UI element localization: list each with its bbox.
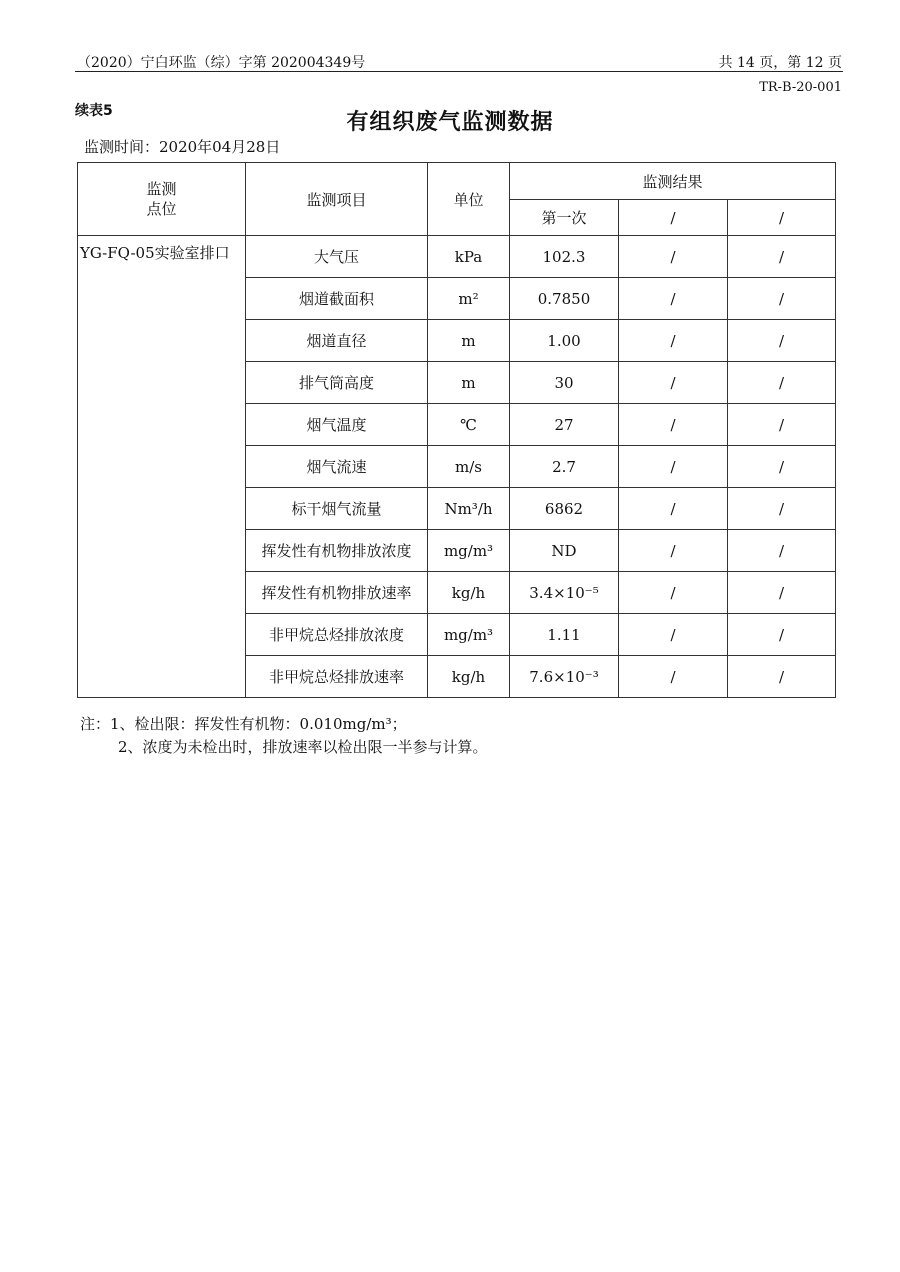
monitoring-table <box>77 162 836 698</box>
row-value-third: / <box>728 614 836 656</box>
row-value-first: 1.11 <box>510 614 619 656</box>
row-item: 排气筒高度 <box>246 362 428 404</box>
row-value-third: / <box>728 488 836 530</box>
row-value-second: / <box>619 278 728 320</box>
row-value-second: / <box>619 572 728 614</box>
header-divider <box>75 71 843 72</box>
row-unit: mg/m³ <box>428 614 510 656</box>
row-value-first: 0.7850 <box>510 278 619 320</box>
page-title: 有组织废气监测数据 <box>346 109 554 135</box>
sub-header-second: / <box>619 200 728 236</box>
row-value-second: / <box>619 236 728 278</box>
row-unit: m/s <box>428 446 510 488</box>
row-unit: m <box>428 362 510 404</box>
row-value-first: 102.3 <box>510 236 619 278</box>
row-item: 非甲烷总烃排放速率 <box>246 656 428 698</box>
row-value-third: / <box>728 446 836 488</box>
row-value-third: / <box>728 320 836 362</box>
table-row <box>78 236 836 278</box>
header-item: 监测项目 <box>246 163 428 236</box>
row-item: 烟气温度 <box>246 404 428 446</box>
row-unit: m² <box>428 278 510 320</box>
row-value-third: / <box>728 236 836 278</box>
row-value-third: / <box>728 404 836 446</box>
row-item: 挥发性有机物排放浓度 <box>246 530 428 572</box>
row-value-first: 7.6×10⁻³ <box>510 656 619 698</box>
monitor-time: 监测时间：2020年04月28日 <box>84 138 281 156</box>
row-unit: kg/h <box>428 572 510 614</box>
row-value-second: / <box>619 656 728 698</box>
row-value-first: 3.4×10⁻⁵ <box>510 572 619 614</box>
row-value-first: ND <box>510 530 619 572</box>
page-info: 共 14 页，第 12 页 <box>718 55 842 71</box>
row-unit: m <box>428 320 510 362</box>
row-value-second: / <box>619 446 728 488</box>
note-line-1: 注：1、检出限：挥发性有机物：0.010mg/m³； <box>80 715 407 733</box>
row-value-third: / <box>728 656 836 698</box>
row-value-third: / <box>728 278 836 320</box>
continuation-label: 续表5 <box>75 103 113 119</box>
row-item: 标干烟气流量 <box>246 488 428 530</box>
row-value-second: / <box>619 530 728 572</box>
note-line-2: 2、浓度为未检出时，排放速率以检出限一半参与计算。 <box>118 738 488 756</box>
row-value-third: / <box>728 572 836 614</box>
row-unit: mg/m³ <box>428 530 510 572</box>
row-value-third: / <box>728 530 836 572</box>
header-unit: 单位 <box>428 163 510 236</box>
sub-header-first: 第一次 <box>510 200 619 236</box>
row-value-first: 2.7 <box>510 446 619 488</box>
row-value-first: 30 <box>510 362 619 404</box>
row-unit: ℃ <box>428 404 510 446</box>
sub-header-third: / <box>728 200 836 236</box>
row-value-first: 6862 <box>510 488 619 530</box>
row-item: 挥发性有机物排放速率 <box>246 572 428 614</box>
row-value-first: 1.00 <box>510 320 619 362</box>
row-value-second: / <box>619 488 728 530</box>
row-value-second: / <box>619 362 728 404</box>
row-unit: kPa <box>428 236 510 278</box>
row-unit: Nm³/h <box>428 488 510 530</box>
row-value-first: 27 <box>510 404 619 446</box>
row-unit: kg/h <box>428 656 510 698</box>
monitoring-point: YG-FQ-05实验室排口 <box>78 236 246 698</box>
row-value-third: / <box>728 362 836 404</box>
header-point: 监测 点位 <box>78 163 246 236</box>
row-item: 非甲烷总烃排放浓度 <box>246 614 428 656</box>
header-result: 监测结果 <box>510 163 836 200</box>
row-item: 烟气流速 <box>246 446 428 488</box>
row-value-second: / <box>619 614 728 656</box>
notes <box>80 713 488 759</box>
report-number: （2020）宁白环监（综）字第 202004349号 <box>77 55 366 71</box>
document-code: TR-B-20-001 <box>759 80 842 95</box>
row-value-second: / <box>619 320 728 362</box>
row-item: 大气压 <box>246 236 428 278</box>
row-value-second: / <box>619 404 728 446</box>
row-item: 烟道截面积 <box>246 278 428 320</box>
row-item: 烟道直径 <box>246 320 428 362</box>
